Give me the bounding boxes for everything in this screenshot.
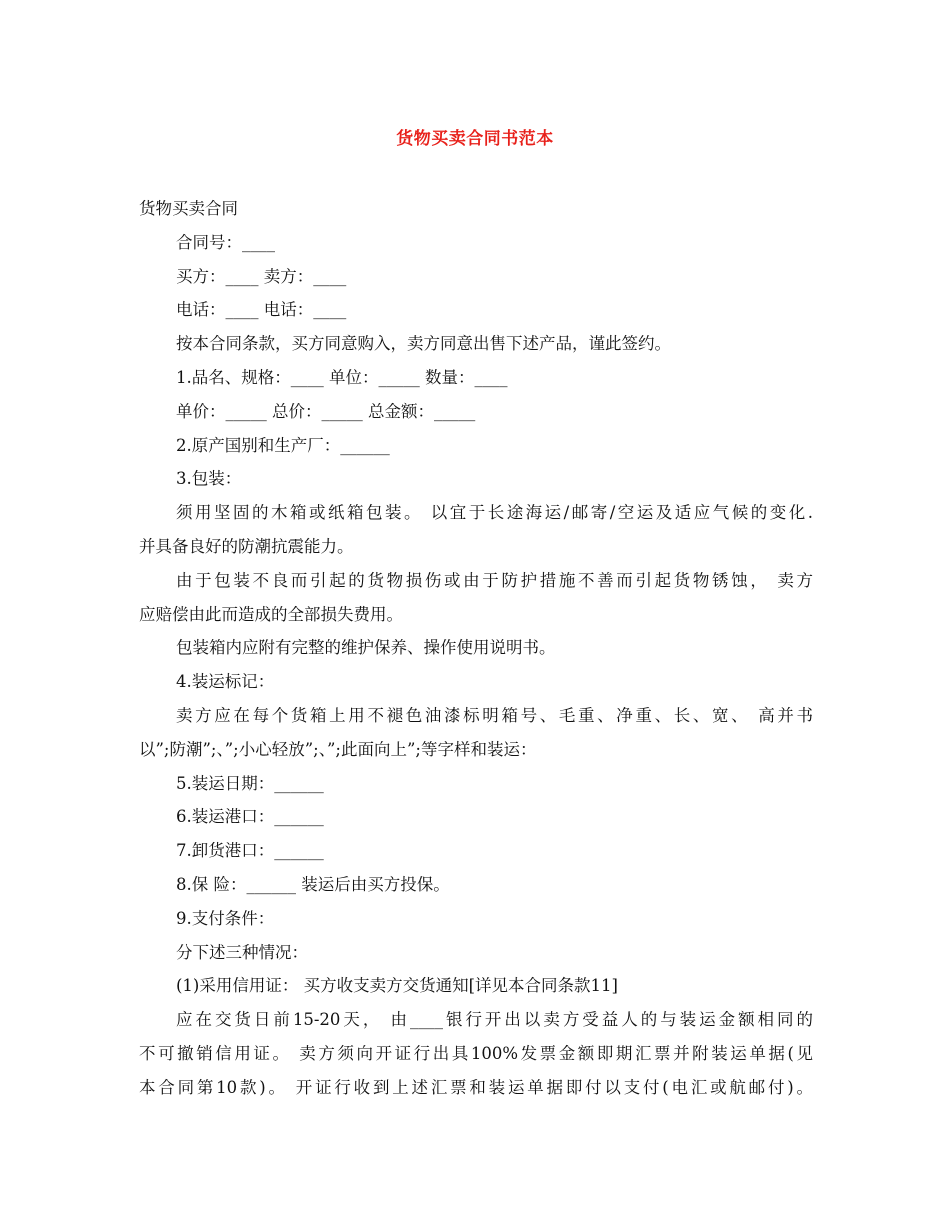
paragraph-line: 4.装运标记： <box>176 672 275 692</box>
paragraph-line: 由于包装不良而引起的货物损伤或由于防护措施不善而引起货物锈蚀， 卖方 <box>176 570 813 590</box>
paragraph-line: 9.支付条件： <box>176 908 275 928</box>
paragraph-line: 包装箱内应附有完整的维护保养、操作使用说明书。 <box>176 638 556 658</box>
paragraph-line: 卖方应在每个货箱上用不褪色油漆标明箱号、毛重、净重、长、宽、 高并书 <box>176 705 813 725</box>
paragraph-line: 买方：____ 卖方：____ <box>176 266 347 286</box>
paragraph-line: 以”;防潮”;、”;小心轻放”;、”;此面向上”;等字样和装运： <box>139 739 537 759</box>
paragraph-line: 1.品名、规格：____ 单位：_____ 数量：____ <box>176 367 508 387</box>
paragraph-line: 合同号：____ <box>176 232 275 252</box>
paragraph-line: 不可撤销信用证。 卖方须向开证行出具100%发票金额即期汇票并附装运单据(见 <box>139 1043 813 1063</box>
paragraph-line: 货物买卖合同 <box>139 199 238 218</box>
contract-body <box>139 192 813 1105</box>
paragraph-line: 应在交货日前15-20天， 由____银行开出以卖方受益人的与装运金额相同的 <box>176 1010 813 1030</box>
document-title: 货物买卖合同书范本 <box>396 129 554 149</box>
paragraph-line: 按本合同条款，买方同意购入，卖方同意出售下述产品，谨此签约。 <box>176 334 671 354</box>
paragraph-line: 2.原产国别和生产厂：______ <box>176 435 390 455</box>
paragraph-line: 8.保 险：______ 装运后由买方投保。 <box>176 874 450 894</box>
paragraph-line: 本合同第10款)。 开证行收到上述汇票和装运单据即付以支付(电汇或航邮付)。 <box>139 1077 813 1097</box>
paragraph-line: 3.包装： <box>176 469 242 489</box>
paragraph-line: 电话：____ 电话：____ <box>176 300 347 320</box>
paragraph-line: 须用坚固的木箱或纸箱包装。 以宜于长途海运/邮寄/空运及适应气候的变化. <box>176 503 813 523</box>
paragraph-line: 6.装运港口：______ <box>176 807 324 827</box>
paragraph-line: 单价：_____ 总价：_____ 总金额：_____ <box>176 401 476 421</box>
paragraph-line: 5.装运日期：______ <box>176 773 324 793</box>
paragraph-line: 应赔偿由此而造成的全部损失费用。 <box>139 604 403 624</box>
paragraph-line: 并具备良好的防潮抗震能力。 <box>139 536 354 556</box>
paragraph-line: 7.卸货港口：______ <box>176 841 324 861</box>
paragraph-line: (1)采用信用证： 买方收支卖方交货通知[详见本合同条款11] <box>176 976 618 996</box>
paragraph-line: 分下述三种情况： <box>176 942 308 962</box>
